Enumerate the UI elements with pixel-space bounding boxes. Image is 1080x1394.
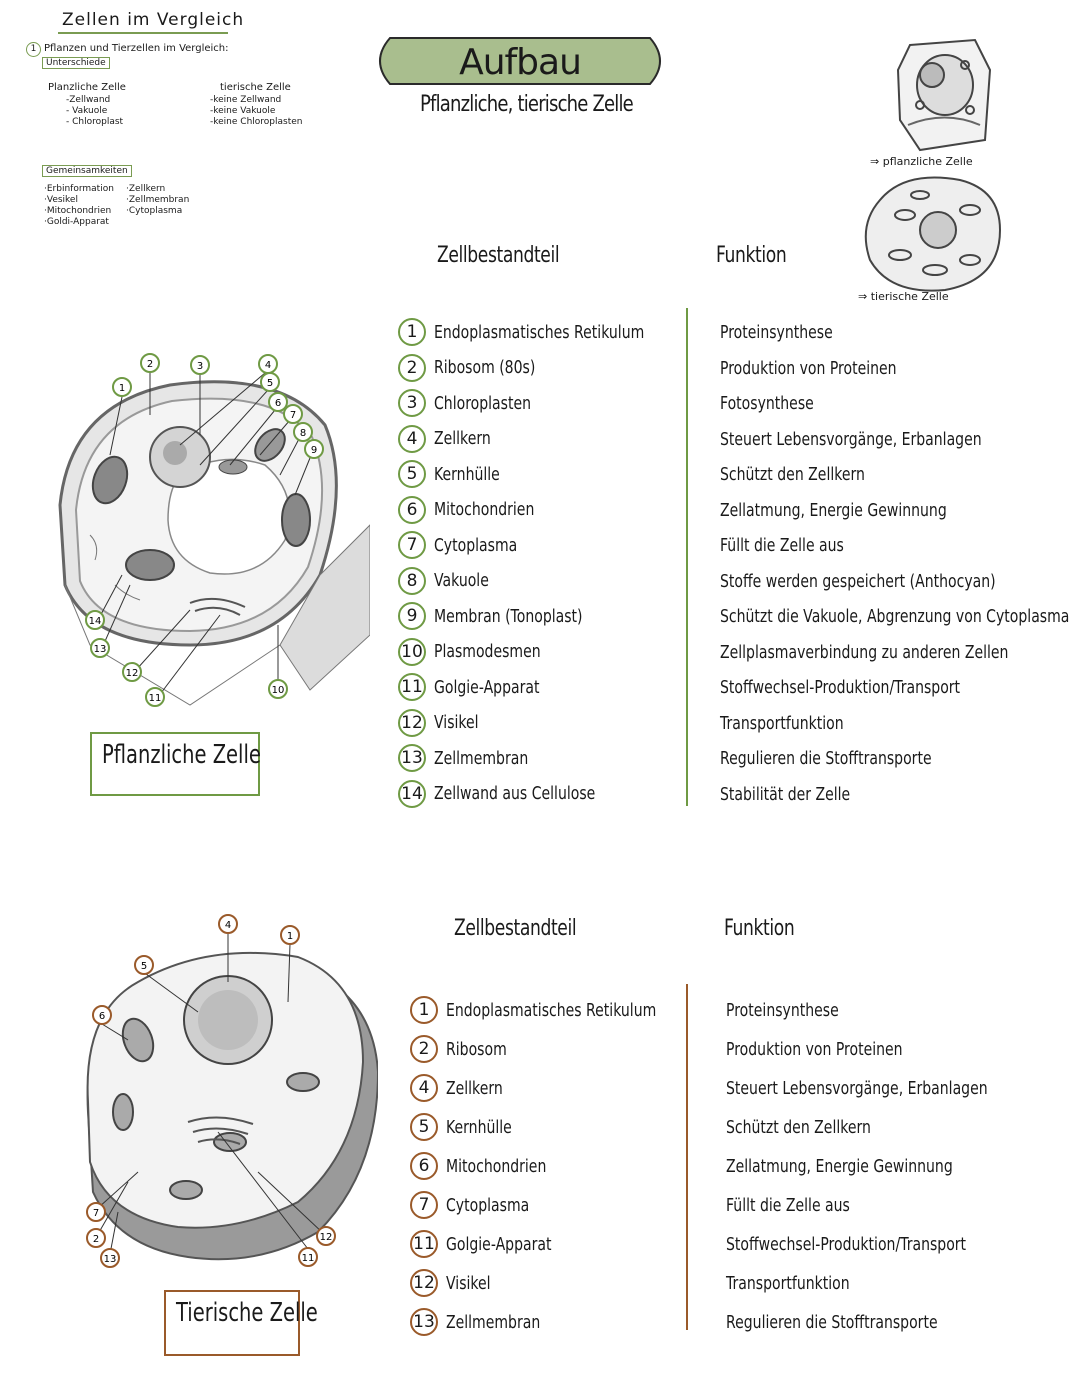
animal-num-12 <box>317 1227 335 1245</box>
row-number: 5 <box>398 460 426 488</box>
title-banner <box>368 36 672 86</box>
row-number: 10 <box>398 638 426 666</box>
row-number: 11 <box>398 673 426 701</box>
plant-num-8 <box>294 423 312 441</box>
animal-num-11-text: 11 <box>301 1253 315 1264</box>
table-row <box>410 1074 519 1104</box>
row-number: 7 <box>398 531 426 559</box>
plant-cell-label-text: Pflanzliche Zelle <box>102 740 261 770</box>
plant-num-13-text: 13 <box>93 644 107 655</box>
plant-note-item: - Vakuole <box>66 106 108 116</box>
table-row <box>410 1308 567 1338</box>
row-function: Stoffwechsel-Produktion/Transport <box>720 677 961 698</box>
row-function: Schützt den Zellkern <box>720 464 865 485</box>
row-function: Füllt die Zelle aus <box>726 1195 850 1216</box>
plant-note-item: -Zellwand <box>66 95 111 105</box>
plant-notes-title: Planzliche Zelle <box>48 82 126 93</box>
animal-notes <box>210 82 302 128</box>
plant-num-6-text: 6 <box>274 398 282 409</box>
section-heading <box>26 42 229 57</box>
row-part: Zellkern <box>434 428 491 449</box>
row-function: Produktion von Proteinen <box>726 1039 903 1060</box>
plant-cell-thumbnail <box>898 40 990 150</box>
plant-num-1 <box>113 378 131 396</box>
animal-cell-label <box>164 1290 318 1356</box>
animal-num-7 <box>87 1203 105 1221</box>
animal-cell-thumbnail <box>866 178 1000 291</box>
plant-num-9-text: 9 <box>310 445 318 456</box>
table-row <box>398 318 704 348</box>
table-row <box>398 389 558 419</box>
row-part: Cytoplasma <box>446 1194 530 1216</box>
row-function: Füllt die Zelle aus <box>720 535 844 556</box>
row-function: Proteinsynthese <box>720 322 833 343</box>
title-underline <box>58 32 228 34</box>
plant-table-col2: Funktion <box>716 243 787 268</box>
animal-num-7-text: 7 <box>92 1208 100 1219</box>
row-number: 2 <box>410 1035 438 1063</box>
plant-cell-drawing <box>60 382 370 705</box>
gemeinsamkeiten-label: Gemeinsamkeiten <box>42 165 132 177</box>
table-row <box>398 531 541 561</box>
row-function: Zellatmung, Energie Gewinnung <box>720 499 947 521</box>
animal-cell-label-text: Tierische Zelle <box>176 1298 318 1328</box>
row-number: 8 <box>398 567 426 595</box>
page-title: Zellen im Vergleich <box>62 10 245 30</box>
row-function: Schützt den Zellkern <box>726 1117 871 1138</box>
row-part: Vakuole <box>434 570 489 591</box>
plant-num-2 <box>141 354 159 372</box>
row-function: Zellplasmaverbindung zu anderen Zellen <box>720 641 1009 663</box>
subtitle: Pflanzliche, tierische Zelle <box>420 92 633 117</box>
row-number: 4 <box>410 1074 438 1102</box>
plant-num-7-text: 7 <box>289 410 297 421</box>
table-row <box>398 709 491 739</box>
plant-num-1-text: 1 <box>118 383 126 394</box>
gemeinsam-item: ·Zellmembran <box>126 195 190 205</box>
plant-cell-diagram <box>50 345 370 715</box>
gemeinsam-item: ·Erbinformation <box>44 184 114 194</box>
row-part: Visikel <box>446 1272 491 1294</box>
plant-table-col1: Zellbestandteil <box>437 243 560 268</box>
animal-num-13 <box>101 1249 119 1267</box>
animal-cell-diagram <box>78 912 378 1272</box>
row-part: Cytoplasma <box>434 534 518 556</box>
plant-num-5 <box>261 373 279 391</box>
row-part: Plasmodesmen <box>434 641 541 662</box>
animal-cell-drawing <box>88 953 378 1259</box>
row-number: 13 <box>410 1308 438 1336</box>
animal-note-item: -keine Zellwand <box>210 95 282 105</box>
table-row <box>398 602 624 632</box>
animal-table-col2: Funktion <box>724 916 795 941</box>
plant-num-14 <box>86 611 104 629</box>
plant-num-3 <box>191 356 209 374</box>
animal-num-2 <box>87 1229 105 1247</box>
row-part: Zellwand aus Cellulose <box>434 783 596 804</box>
row-part: Zellkern <box>446 1077 503 1099</box>
plant-num-4-text: 4 <box>264 360 272 371</box>
plant-num-7 <box>284 405 302 423</box>
plant-num-2-text: 2 <box>146 359 154 370</box>
row-number: 14 <box>398 780 426 808</box>
row-part: Zellmembran <box>434 747 529 769</box>
row-function: Proteinsynthese <box>726 1000 839 1021</box>
row-part: Endoplasmatisches Retikulum <box>434 321 645 343</box>
table-row <box>410 1269 503 1299</box>
animal-num-11 <box>299 1248 317 1266</box>
plant-num-8-text: 8 <box>299 428 307 439</box>
row-number: 1 <box>410 996 438 1024</box>
animal-num-2-text: 2 <box>92 1234 100 1245</box>
row-function: Steuert Lebensvorgänge, Erbanlagen <box>726 1078 988 1099</box>
gemeinsam-item: ·Zellkern <box>126 184 166 194</box>
plant-num-9 <box>305 440 323 458</box>
table-row <box>398 460 518 490</box>
table-row <box>410 1230 581 1260</box>
table-row <box>410 1035 524 1065</box>
table-row <box>398 425 507 455</box>
row-function: Zellatmung, Energie Gewinnung <box>726 1156 953 1177</box>
animal-num-5-text: 5 <box>140 961 148 972</box>
row-part: Membran (Tonoplast) <box>434 605 583 627</box>
animal-num-6-text: 6 <box>98 1011 106 1022</box>
gemeinsam-item: ·Mitochondrien <box>44 206 112 216</box>
row-number: 12 <box>410 1269 438 1297</box>
row-number: 12 <box>398 709 426 737</box>
table-row <box>398 780 641 810</box>
row-number: 3 <box>398 389 426 417</box>
table-row <box>410 996 716 1026</box>
row-number: 5 <box>410 1113 438 1141</box>
row-part: Golgie-Apparat <box>446 1233 552 1255</box>
gemeinsam-col1 <box>44 184 114 228</box>
plant-num-13 <box>91 639 109 657</box>
row-function: Transportfunktion <box>720 712 844 734</box>
table-row <box>410 1191 553 1221</box>
thumb-animal-label: ⇒ tierische Zelle <box>858 290 949 303</box>
row-part: Visikel <box>434 712 479 733</box>
row-number: 11 <box>410 1230 438 1258</box>
animal-num-12-text: 12 <box>319 1232 333 1243</box>
plant-num-11 <box>146 688 164 706</box>
animal-note-item: -keine Vakuole <box>210 106 276 116</box>
gemeinsam-item: ·Cytoplasma <box>126 206 183 216</box>
row-function: Transportfunktion <box>726 1273 850 1294</box>
section-title: Pflanzen und Tierzellen im Vergleich: <box>44 43 229 54</box>
row-part: Mitochondrien <box>434 499 535 520</box>
animal-num-1 <box>281 926 299 944</box>
plant-note-item: - Chloroplast <box>66 117 124 127</box>
row-number: 6 <box>398 496 426 524</box>
row-number: 7 <box>410 1191 438 1219</box>
row-number: 13 <box>398 744 426 772</box>
animal-table-col1: Zellbestandteil <box>454 916 577 941</box>
row-function: Steuert Lebensvorgänge, Erbanlagen <box>720 428 982 450</box>
animal-notes-title: tierische Zelle <box>220 82 291 93</box>
plant-table-divider <box>686 308 688 806</box>
row-function: Produktion von Proteinen <box>720 357 897 379</box>
table-row <box>410 1152 575 1182</box>
table-row <box>398 638 571 668</box>
plant-num-4 <box>259 355 277 373</box>
gemeinsam-col2 <box>126 184 189 217</box>
plant-num-10 <box>269 680 287 698</box>
row-part: Zellmembran <box>446 1311 541 1333</box>
table-row <box>410 1113 530 1143</box>
animal-num-13-text: 13 <box>103 1254 117 1265</box>
row-function: Fotosynthese <box>720 393 814 414</box>
plant-num-10-text: 10 <box>271 685 285 696</box>
plant-num-12-text: 12 <box>125 668 139 679</box>
row-function: Regulieren die Stofftransporte <box>720 748 932 769</box>
row-function: Stabilität der Zelle <box>720 783 851 805</box>
animal-num-5 <box>135 956 153 974</box>
row-part: Ribosom <box>446 1038 507 1060</box>
table-row <box>398 496 563 526</box>
animal-table-divider <box>686 984 688 1330</box>
gemeinsam-item: ·Vesikel <box>44 195 78 205</box>
row-number: 6 <box>410 1152 438 1180</box>
row-number: 2 <box>398 354 426 382</box>
plant-num-3-text: 3 <box>196 361 204 372</box>
row-number: 1 <box>398 318 426 346</box>
row-part: Kernhülle <box>434 463 500 485</box>
row-number: 4 <box>398 425 426 453</box>
animal-num-4-text: 4 <box>224 920 232 931</box>
row-part: Golgie-Apparat <box>434 676 540 698</box>
row-part: Chloroplasten <box>434 392 532 414</box>
row-number: 9 <box>398 602 426 630</box>
table-row <box>398 673 569 703</box>
row-part: Endoplasmatisches Retikulum <box>446 999 657 1021</box>
row-part: Kernhülle <box>446 1116 512 1138</box>
table-row <box>398 744 555 774</box>
row-part: Ribosom (80s) <box>434 357 536 378</box>
row-function: Stoffwechsel-Produktion/Transport <box>726 1234 967 1255</box>
plant-num-11-text: 11 <box>148 693 162 704</box>
thumb-plant-label: ⇒ pflanzliche Zelle <box>870 155 973 168</box>
plant-num-5-text: 5 <box>266 378 274 389</box>
gemeinsam-item: ·Goldi-Apparat <box>44 217 109 227</box>
animal-num-1-text: 1 <box>286 931 294 942</box>
plant-num-14-text: 14 <box>88 616 102 627</box>
table-row <box>398 567 504 597</box>
section-number: 1 <box>26 42 41 57</box>
banner-title: Aufbau <box>459 42 581 83</box>
cell-thumbnails <box>850 30 1020 320</box>
unterschiede-label: Unterschiede <box>42 57 110 69</box>
animal-note-item: -keine Chloroplasten <box>210 117 303 127</box>
plant-cell-label <box>90 732 260 796</box>
plant-num-6 <box>269 393 287 411</box>
plant-notes <box>48 82 126 128</box>
animal-num-4 <box>219 915 237 933</box>
row-function: Schützt die Vakuole, Abgrenzung von Cytoplasma <box>720 606 1070 627</box>
animal-num-6 <box>93 1006 111 1024</box>
row-function: Regulieren die Stofftransporte <box>726 1312 938 1333</box>
table-row <box>398 354 564 384</box>
row-part: Mitochondrien <box>446 1155 547 1177</box>
plant-num-12 <box>123 663 141 681</box>
row-function: Stoffe werden gespeichert (Anthocyan) <box>720 570 996 592</box>
